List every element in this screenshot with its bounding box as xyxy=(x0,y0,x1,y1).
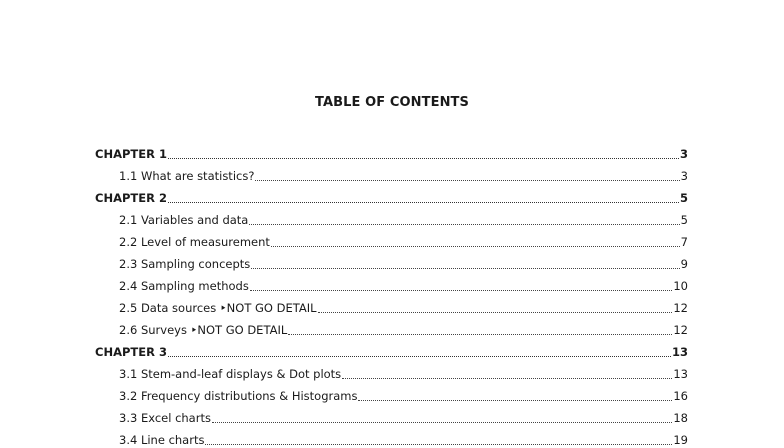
toc-section-entry[interactable] xyxy=(95,404,688,426)
dot-leader xyxy=(255,180,679,181)
toc-entry-page-number: 5 xyxy=(679,191,688,205)
toc-entry-page-number: 9 xyxy=(680,257,688,271)
toc-section-entry[interactable] xyxy=(95,426,688,448)
toc-entry-label: 3.3 Excel charts xyxy=(119,411,211,425)
toc-section-entry[interactable] xyxy=(95,272,688,294)
toc-entry-label: CHAPTER 2 xyxy=(95,191,167,205)
dot-leader xyxy=(342,378,672,379)
toc-entry-label: 2.2 Level of measurement xyxy=(119,235,270,249)
toc-section-entry[interactable] xyxy=(95,206,688,228)
dot-leader xyxy=(249,224,679,225)
toc-entry-page-number: 3 xyxy=(679,147,688,161)
toc-entry-page-number: 3 xyxy=(680,169,688,183)
toc-section-entry[interactable] xyxy=(95,162,688,184)
toc-entry-label: 2.5 Data sources ‣NOT GO DETAIL xyxy=(119,301,317,315)
dot-leader xyxy=(168,202,679,203)
toc-entry-label: 3.4 Line charts xyxy=(119,433,205,447)
toc-chapter-entry[interactable] xyxy=(95,184,688,206)
toc-section-entry[interactable] xyxy=(95,294,688,316)
toc-entry-label: 2.4 Sampling methods xyxy=(119,279,249,293)
toc-entry-page-number: 5 xyxy=(680,213,688,227)
toc-entry-label: 1.1 What are statistics? xyxy=(119,169,255,183)
dot-leader xyxy=(271,246,680,247)
toc-entry-page-number: 12 xyxy=(673,323,688,337)
dot-leader xyxy=(250,290,673,291)
dot-leader xyxy=(212,422,672,423)
toc-entry-label: 2.1 Variables and data xyxy=(119,213,249,227)
toc-chapter-entry[interactable] xyxy=(95,140,688,162)
toc-section-entry[interactable] xyxy=(95,316,688,338)
dot-leader xyxy=(358,400,672,401)
dot-leader xyxy=(288,334,672,335)
toc-section-entry[interactable] xyxy=(95,360,688,382)
toc-entry-label: CHAPTER 3 xyxy=(95,345,167,359)
toc-entry-page-number: 16 xyxy=(673,389,688,403)
toc-entry-page-number: 10 xyxy=(673,279,688,293)
toc-entry-page-number: 13 xyxy=(671,345,688,359)
dot-leader xyxy=(168,356,671,357)
toc-entry-page-number: 13 xyxy=(673,367,688,381)
toc-entry-label: 3.2 Frequency distributions & Histograms xyxy=(119,389,358,403)
toc-section-entry[interactable] xyxy=(95,250,688,272)
dot-leader xyxy=(205,444,672,445)
toc-entry-label: CHAPTER 1 xyxy=(95,147,167,161)
toc-entry-label: 2.3 Sampling concepts xyxy=(119,257,251,271)
toc-chapter-entry[interactable] xyxy=(95,338,688,360)
toc-entry-page-number: 19 xyxy=(673,433,688,447)
dot-leader xyxy=(251,268,679,269)
toc-section-entry[interactable] xyxy=(95,382,688,404)
toc-entry-page-number: 12 xyxy=(673,301,688,315)
dot-leader xyxy=(168,158,679,159)
toc-entry-page-number: 7 xyxy=(680,235,688,249)
toc-entry-page-number: 18 xyxy=(673,411,688,425)
toc-list xyxy=(95,140,688,448)
toc-entry-label: 2.6 Surveys ‣NOT GO DETAIL xyxy=(119,323,288,337)
toc-section-entry[interactable] xyxy=(95,228,688,250)
toc-entry-label: 3.1 Stem-and-leaf displays & Dot plots xyxy=(119,367,342,381)
toc-title: TABLE OF CONTENTS xyxy=(314,95,469,110)
dot-leader xyxy=(318,312,673,313)
